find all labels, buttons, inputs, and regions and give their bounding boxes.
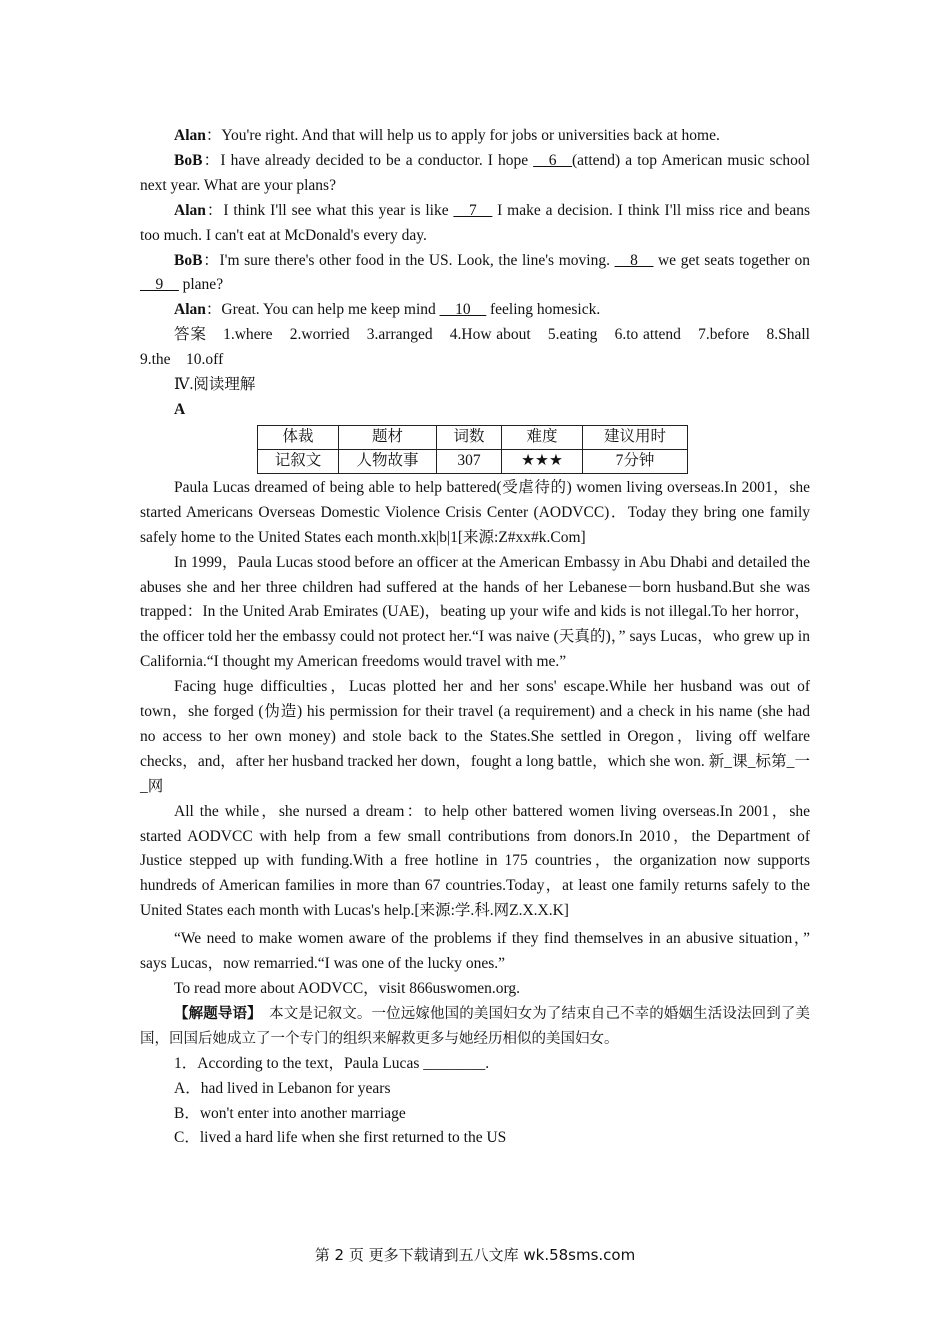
page-content bbox=[140, 124, 826, 1151]
guide-text: 本文是记叙文。一位远嫁他国的美国妇女为了结束自己不幸的婚姻生活设法回到了美国，回国后她成立了一个专门的组织来解救更多与她经历相似的美国妇女。 bbox=[140, 1005, 811, 1047]
speaker: Alan bbox=[174, 301, 206, 319]
passage-paragraph: All the while，she nursed a dream：to help other battered women living overseas.In 2001，she started AODVCC with help from a few small contributions from donors.In 2010，the Department of Justice stepped up with funding.With a free hotline in 175 countries，the organization now supports hundreds of American families in more than 67 countries.Today，at least one family returns safely to the United States each month with Lucas's help.[来源:学.科.网Z.X.X.K] bbox=[140, 802, 810, 920]
table-header-cell: 题材 bbox=[339, 425, 437, 449]
dialogue-line: Alan：I think I'll see what this year is like __7__ I make a decision. I think I'll miss rice and beans too much. I can't eat at McDonald's every day. bbox=[140, 201, 810, 244]
passage-paragraph: To read more about AODVCC，visit 866uswomen.org. bbox=[174, 980, 521, 997]
question-option: B．won't enter into another marriage bbox=[174, 1104, 406, 1122]
answer-label: 答案 bbox=[174, 326, 207, 344]
speaker: Alan bbox=[174, 127, 206, 144]
table-row bbox=[258, 449, 688, 473]
answer-key bbox=[140, 323, 826, 373]
speaker: BoB bbox=[174, 251, 203, 269]
table-header-cell: 词数 bbox=[437, 425, 502, 449]
table-header-row bbox=[258, 425, 688, 449]
speaker: Alan bbox=[174, 201, 206, 219]
table-cell: 人物故事 bbox=[339, 449, 437, 473]
table-cell: 307 bbox=[437, 449, 502, 473]
passage-paragraph: In 1999，Paula Lucas stood before an officer at the American Embassy in Abu Dhabi and detailed the abuses she and her three children had suffered at the hands of her Lebanese－born husband.But she was trapped：In the United Arab Emirates (UAE)，beating up your wife and kids is not illegal.To her horror，the officer told her the embassy could not protect her.“I was naive (天真的)，” says Lucas，who grew up in California.“I thought my American freedoms would travel with me.” bbox=[140, 553, 810, 671]
dialogue-line: BoB：I'm sure there's other food in the US. Look, the line's moving. __8__ we get seats together on __9__ plane? bbox=[140, 251, 810, 294]
blank-9: __9__ bbox=[140, 276, 179, 294]
page-footer: 第 2 页 更多下载请到五八文库 wk.58sms.com bbox=[314, 1246, 636, 1264]
blank-10: __10__ bbox=[439, 301, 487, 319]
passage-label: A bbox=[174, 400, 186, 418]
blank-7: __7__ bbox=[453, 201, 493, 219]
difficulty-stars: ★★★ bbox=[502, 449, 583, 473]
dialogue-line: BoB：I have already decided to be a conductor. I hope __6__(attend) a top American music school next year. What are your plans? bbox=[140, 151, 810, 194]
answer-items: 1.where 2.worried 3.arranged 4.How about 5.eating 6.to attend 7.before 8.Shall 9.the 10.off bbox=[140, 326, 826, 369]
guide-label: 【解题导语】 bbox=[174, 1005, 255, 1022]
passage-info-table bbox=[257, 425, 688, 474]
table-header-cell: 难度 bbox=[502, 425, 583, 449]
passage-paragraph: Facing huge difficulties，Lucas plotted her and her sons' escape.While her husband was out of town，she forged (伪造) his permission for their travel (a requirement) and a check in his name (she had no access to her own money) and stole back to the States.She settled in Oregon，living off welfare checks，and，after her husband tracked her down，fought a long battle，which she won. 新_课_标第_一_网 bbox=[140, 678, 810, 795]
question-option: A．had lived in Lebanon for years bbox=[174, 1079, 391, 1097]
question-option: C．lived a hard life when she first returned to the US bbox=[174, 1129, 507, 1147]
passage-paragraph: Paula Lucas dreamed of being able to help battered(受虐待的) women living overseas.In 2001，she started Americans Overseas Domestic Violence Crisis Center (AODVCC)．Today they bring one family safely home to the United States each month.xk|b|1[来源:Z#xx#k.Com] bbox=[140, 478, 810, 546]
guide-paragraph bbox=[140, 1002, 810, 1052]
line-text: You're right. And that will help us to apply for jobs or universities back at home. bbox=[221, 127, 720, 144]
blank-6: __6__ bbox=[533, 151, 572, 169]
table-cell: 7分钟 bbox=[583, 449, 688, 473]
blank-8: __8__ bbox=[614, 251, 654, 269]
table-header-cell: 体裁 bbox=[258, 425, 339, 449]
dialogue-line: Alan：You're right. And that will help us to apply for jobs or universities back at home. bbox=[174, 127, 720, 144]
table-header-cell: 建议用时 bbox=[583, 425, 688, 449]
table-cell: 记叙文 bbox=[258, 449, 339, 473]
speaker: BoB bbox=[174, 151, 203, 169]
passage-paragraph: “We need to make women aware of the problems if they find themselves in an abusive situation，” says Lucas，now remarried.“I was one of the lucky ones.” bbox=[140, 930, 810, 973]
dialogue-line: Alan：Great. You can help me keep mind __10__ feeling homesick. bbox=[174, 301, 601, 319]
section-title: Ⅳ.阅读理解 bbox=[174, 376, 256, 394]
question-stem: 1．According to the text，Paula Lucas ________. bbox=[174, 1054, 490, 1072]
